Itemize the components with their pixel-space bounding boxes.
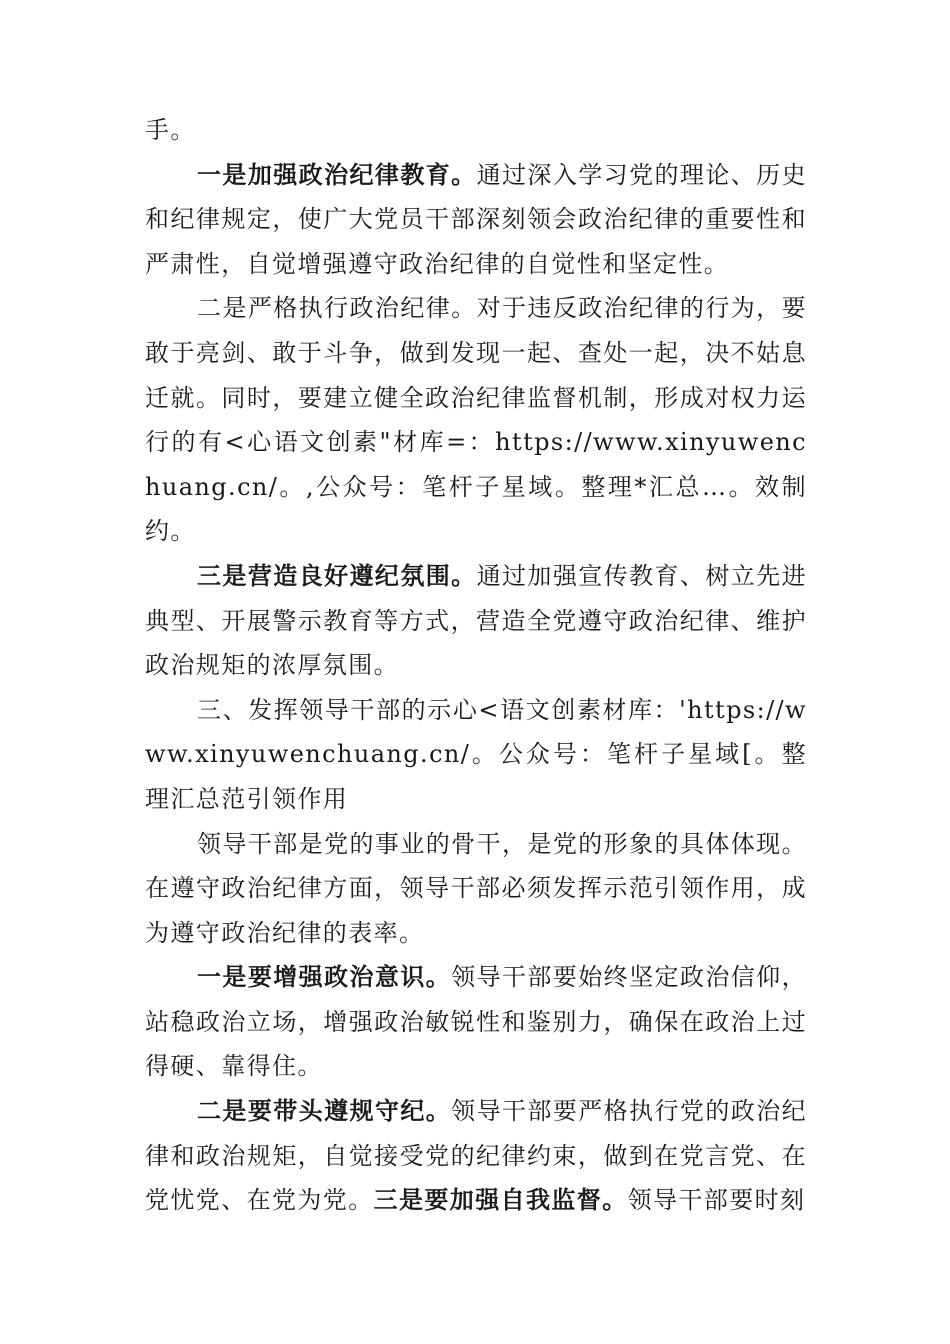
paragraph-political-discipline-education <box>145 153 807 287</box>
paragraph-political-awareness <box>145 955 807 1089</box>
paragraph-continuation <box>145 108 807 153</box>
paragraph-lead: 一是要增强政治意识。 <box>197 962 452 992</box>
paragraph-abide-rules <box>145 1089 807 1223</box>
paragraph-good-atmosphere <box>145 554 807 688</box>
paragraph-text: 通过加强宣传教育、树立先进典型、开展警示教育等方式，营造全党遵守政治纪律、维护政治规矩的浓厚氛围。 <box>145 561 807 680</box>
document-body <box>145 108 807 1223</box>
paragraph-lead: 二是要带头遵规守纪。 <box>197 1096 452 1126</box>
paragraph-text: 二是严格执行政治纪律。对于违反政治纪律的行为，要敢于亮剑、敢于斗争，做到发现一起、查处一起，决不姑息迁就。同时，要建立健全政治纪律监督机制，形成对权力运行的有<心语文创素"材库=：https://www.xinyuwenchuang.cn/。,公众号：笔杆子星域。整理*汇总…。效制约。 <box>145 294 807 546</box>
paragraph-text: 领导干部要始终坚定政治信仰，站稳政治立场，增强政治敏锐性和鉴别力，确保在政治上过得硬、靠得住。 <box>145 963 807 1081</box>
paragraph-text: 领导干部要严格执行党的政治纪律和政治规矩，自觉接受党的纪律约束，做到在党言党、在党忧党、在党为党。 <box>145 1097 807 1215</box>
paragraph-text: 三、发挥领导干部的示心<语文创素材库：'https://www.xinyuwenchuang.cn/。公众号：笔杆子星域[。整理汇总范引领作用 <box>145 695 807 813</box>
paragraph-text: 领导干部是党的事业的骨干，是党的形象的具体体现。在遵守政治纪律方面，领导干部必须发挥示范引领作用，成为遵守政治纪律的表率。 <box>145 829 807 947</box>
paragraph-leading-cadres <box>145 822 807 956</box>
paragraph-lead: 一是加强政治纪律教育。 <box>197 159 477 189</box>
paragraph-text-secondary: 领导干部要时刻 <box>627 1186 806 1215</box>
paragraph-lead-secondary: 三是要加强自我监督。 <box>373 1185 628 1215</box>
paragraph-text: 手。 <box>145 116 196 144</box>
section-heading-leading-role <box>145 688 807 822</box>
paragraph-lead: 三是营造良好遵纪氛围。 <box>197 560 477 590</box>
paragraph-text: 通过深入学习党的理论、历史和纪律规定，使广大党员干部深刻领会政治纪律的重要性和严肃性，自觉增强遵守政治纪律的自觉性和坚定性。 <box>145 160 807 278</box>
paragraph-strict-enforcement <box>145 286 807 554</box>
